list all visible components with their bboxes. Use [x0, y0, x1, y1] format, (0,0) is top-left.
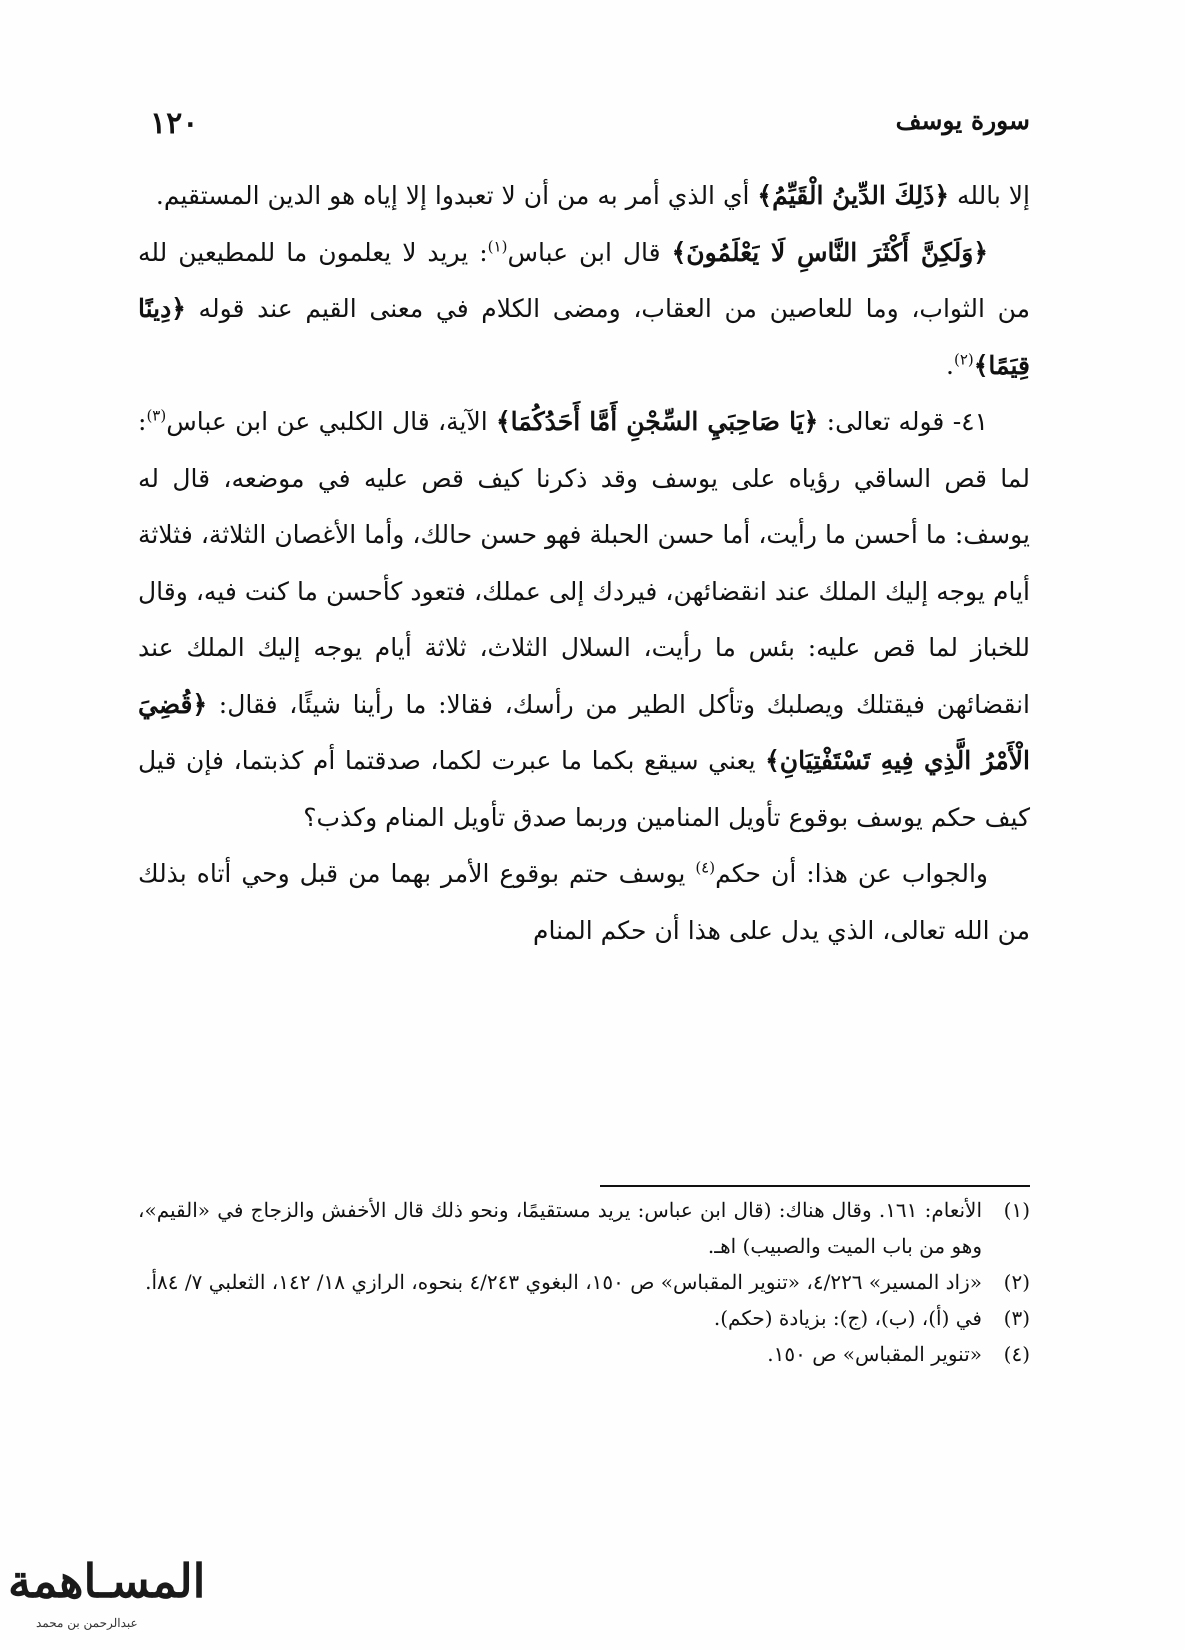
text-run: : لما قص الساقي رؤياه على يوسف وقد ذكرنا كيف قص عليه في موضعه، قال له يوسف: ما أحسن ما رأيت، أما حسن الحبلة فهو حسن حالك، وأما الأغصان الثلاثة، فثلاثة أيام يوجه إليك الملك عند انقضائهن، فيردك إلى عملك، فتعود كأحسن ما كنت فيه، وقال للخباز لما قص عليه: بئس ما رأيت، السلال الثلاث، ثلاثة أيام يوجه إليك الملك عند انقضائهن فيقتلك ويصلبك وتأكل الطير من رأسك، فقالا: ما رأينا شيئًا، فقال:	[138, 407, 1030, 719]
footnote-text: «زاد المسير» ٤/٢٢٦، «تنوير المقباس» ص ١٥٠، البغوي ٤/٢٤٣ بنحوه، الرازي ١٨/ ١٤٢، الثعلبي ٧/ ٨٤أ.	[145, 1270, 982, 1294]
text-run: يوسف حتم بوقوع الأمر بهما من قبل وحي أتاه بذلك من الله تعالى، الذي يدل على هذا أن حكم المنام	[138, 859, 1030, 945]
footnote-number: (٤)	[1003, 1342, 1030, 1366]
footnote-text: في (أ)، (ب)، (ج): بزيادة (حكم).	[713, 1306, 982, 1330]
footnote-ref-4[interactable]: (٤)	[695, 858, 716, 877]
quran-verse: ﴿دِينًا قِيَمًا﴾	[138, 294, 1030, 380]
paragraph-3	[138, 394, 1030, 846]
footnote-divider	[600, 1185, 1030, 1187]
page-number: ١٢٠	[150, 106, 199, 141]
footnote-item	[138, 1300, 1030, 1336]
footnote-number: (٣)	[1003, 1306, 1030, 1330]
text-run: يعني سيقع بكما ما عبرت لكما، صدقتما أم كذبتما، فإن قيل كيف حكم يوسف بوقوع تأويل المنامين وربما صدق تأويل المنام وكذب؟	[138, 746, 1030, 832]
footnote-ref-3[interactable]: (٣)	[146, 406, 167, 425]
footnote-item	[138, 1192, 1030, 1264]
quran-verse: ﴿يَا صَاحِبَيِ السِّجْنِ أَمَّا أَحَدُكُمَا﴾	[496, 407, 819, 436]
text-run: ٤١- قوله تعالى:	[818, 407, 989, 436]
paragraph-2	[138, 225, 1030, 395]
quran-verse: ﴿وَلَكِنَّ أَكْثَرَ النَّاسِ لَا يَعْلَمُونَ﴾	[671, 237, 988, 267]
quran-verse: ﴿ذَلِكَ الدِّينُ الْقَيِّمُ﴾	[757, 181, 950, 210]
footnote-number: (١)	[1003, 1198, 1030, 1222]
footnote-item	[138, 1336, 1030, 1372]
main-text	[138, 168, 1030, 959]
text-run: : يريد لا يعلمون ما للمطيعين لله من الثواب، وما للعاصين من العقاب، ومضى الكلام في معنى القيم عند قوله	[138, 237, 1030, 323]
footnote-number: (٢)	[1003, 1270, 1030, 1294]
logo-text: المسـاهمة	[8, 1554, 206, 1608]
text-run: أي الذي أمر به من أن لا تعبدوا إلا إياه هو الدين المستقيم.	[155, 181, 758, 210]
footnotes	[138, 1192, 1030, 1372]
text-run: إلا بالله	[949, 181, 1030, 210]
logo-subtext: عبدالرحمن بن محمد	[36, 1616, 138, 1630]
footnote-text: الأنعام: ١٦١. وقال هناك: (قال ابن عباس: يريد مستقيمًا، ونحو ذلك قال الأخفش والزجاج في «القيم»، وهو من باب الميت والصبيب) اهـ.	[138, 1198, 982, 1258]
text-run: قال ابن عباس	[507, 237, 672, 267]
surah-title: سورة يوسف	[895, 106, 1030, 135]
text-run: الآية، قال الكلبي عن ابن عباس	[166, 407, 496, 436]
publisher-logo	[0, 1540, 206, 1650]
page-header	[150, 106, 1030, 146]
footnote-ref-1[interactable]: (١)	[487, 237, 508, 256]
paragraph-4	[138, 846, 1030, 959]
footnote-text: «تنوير المقباس» ص ١٥٠.	[767, 1342, 982, 1366]
footnote-item	[138, 1264, 1030, 1300]
text-run: .	[946, 350, 954, 380]
footnote-ref-2[interactable]: (٢)	[954, 350, 974, 369]
text-run: والجواب عن هذا: أن حكم	[715, 859, 988, 888]
paragraph-1	[138, 168, 1030, 225]
quran-verse: ﴿قُضِيَ الْأَمْرُ الَّذِي فِيهِ تَسْتَفْتِيَانِ﴾	[138, 689, 1030, 775]
